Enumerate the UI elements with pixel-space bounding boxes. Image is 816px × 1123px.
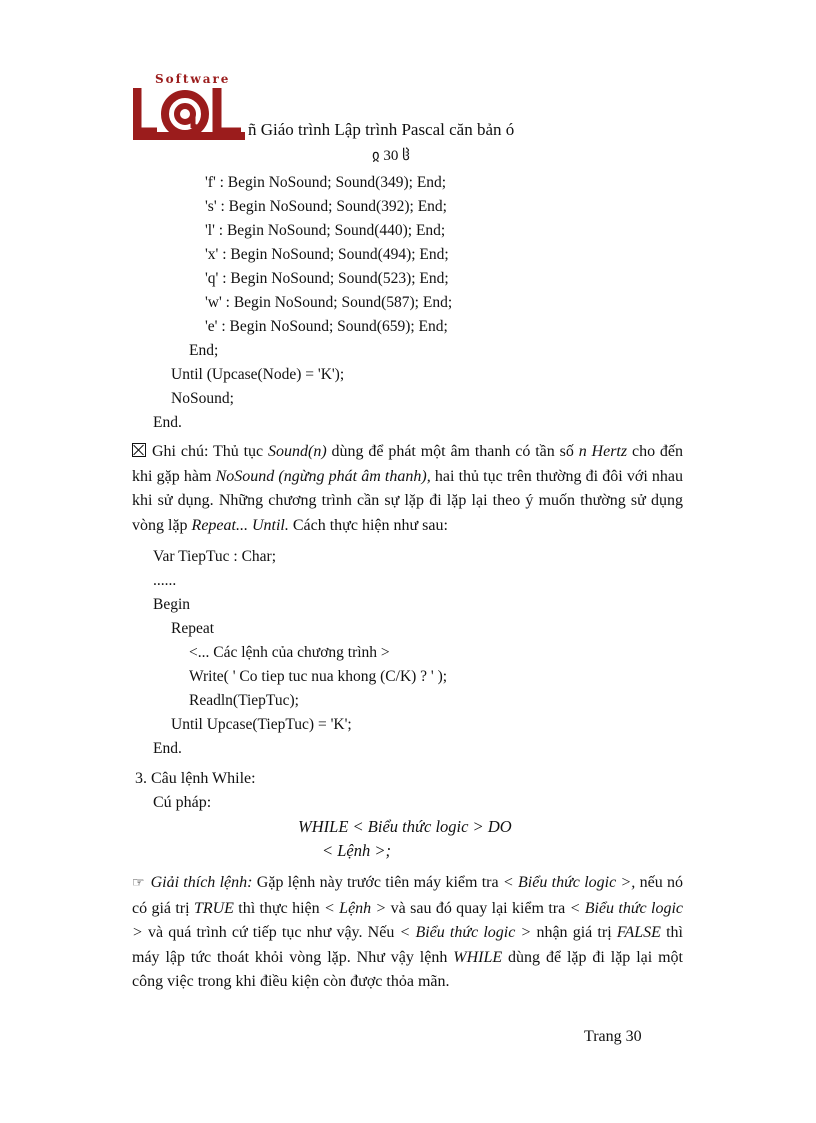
- code-line: 'e' : Begin NoSound; Sound(659); End;: [205, 318, 448, 335]
- note-paragraph: Ghi chú: Thủ tục Sound(n) dùng để phát một âm thanh có tần số n Hertz cho đến khi gặp hàm NoSound (ngừng phát âm thanh), hai thủ tục trên thường đi đôi với nhau khi sử dụng. Những chương trình cần sự lặp đi lặp lại theo ý muốn thường sử dụng vòng lặp Repeat... Until. Cách thực hiện như sau:: [132, 443, 684, 534]
- code-line: Write( ' Co tiep tuc nua khong (C/K) ? ' );: [189, 668, 448, 685]
- code-line: Repeat: [171, 620, 215, 637]
- code-line: Readln(TiepTuc);: [189, 692, 299, 709]
- code-line: End.: [153, 414, 182, 431]
- code-line: 's' : Begin NoSound; Sound(392); End;: [205, 198, 447, 215]
- code-line: <... Các lệnh của chương trình >: [189, 644, 390, 661]
- syntax-label: Cú pháp:: [153, 794, 212, 811]
- code-line: Begin: [153, 596, 191, 613]
- code-line: End.: [153, 740, 182, 757]
- page-number: Trang 30: [584, 1028, 642, 1045]
- header-title: ñ Giáo trình Lập trình Pascal căn bản ó: [248, 120, 515, 139]
- pointing-hand-icon: ☞: [132, 876, 145, 891]
- syntax-line: WHILE < Biểu thức logic > DO: [298, 817, 512, 836]
- code-line: Until (Upcase(Node) = 'K');: [171, 366, 345, 383]
- code-line: 'x' : Begin NoSound; Sound(494); End;: [205, 246, 449, 263]
- code-line: 'q' : Begin NoSound; Sound(523); End;: [205, 270, 449, 287]
- code-line: 'w' : Begin NoSound; Sound(587); End;: [205, 294, 453, 311]
- code-line: 'l' : Begin NoSound; Sound(440); End;: [205, 222, 446, 239]
- code-line: End;: [189, 342, 219, 359]
- code-line: Until Upcase(TiepTuc) = 'K';: [171, 716, 352, 733]
- page-marker: ჲ 30 ჱ: [372, 148, 410, 164]
- section-heading: 3. Câu lệnh While:: [135, 770, 256, 787]
- code-line: NoSound;: [171, 390, 234, 407]
- code-line: ......: [153, 572, 177, 589]
- checkbox-cross-icon: [132, 443, 146, 457]
- logo-wordmark: Software: [155, 72, 231, 86]
- explain-paragraph: ☞ Giải thích lệnh: Gặp lệnh này trước tiên máy kiểm tra < Biểu thức logic >, nếu nó có giá trị TRUE thì thực hiện < Lệnh > và sau đó quay lại kiểm tra < Biểu thức logic > và quá trình cứ tiếp tục như vậy. Nếu < Biểu thức logic > nhận giá trị FALSE thì máy lập tức thoát khỏi vòng lặp. Như vậy lệnh WHILE dùng để lặp đi lặp lại một công việc trong khi điều kiện còn được thỏa mãn.: [132, 874, 684, 990]
- logo-mark-graphic: [133, 84, 245, 140]
- syntax-line: < Lệnh >;: [322, 841, 392, 860]
- code-line: 'f' : Begin NoSound; Sound(349); End;: [205, 174, 447, 191]
- code-line: Var TiepTuc : Char;: [153, 548, 277, 565]
- logo: [133, 72, 243, 138]
